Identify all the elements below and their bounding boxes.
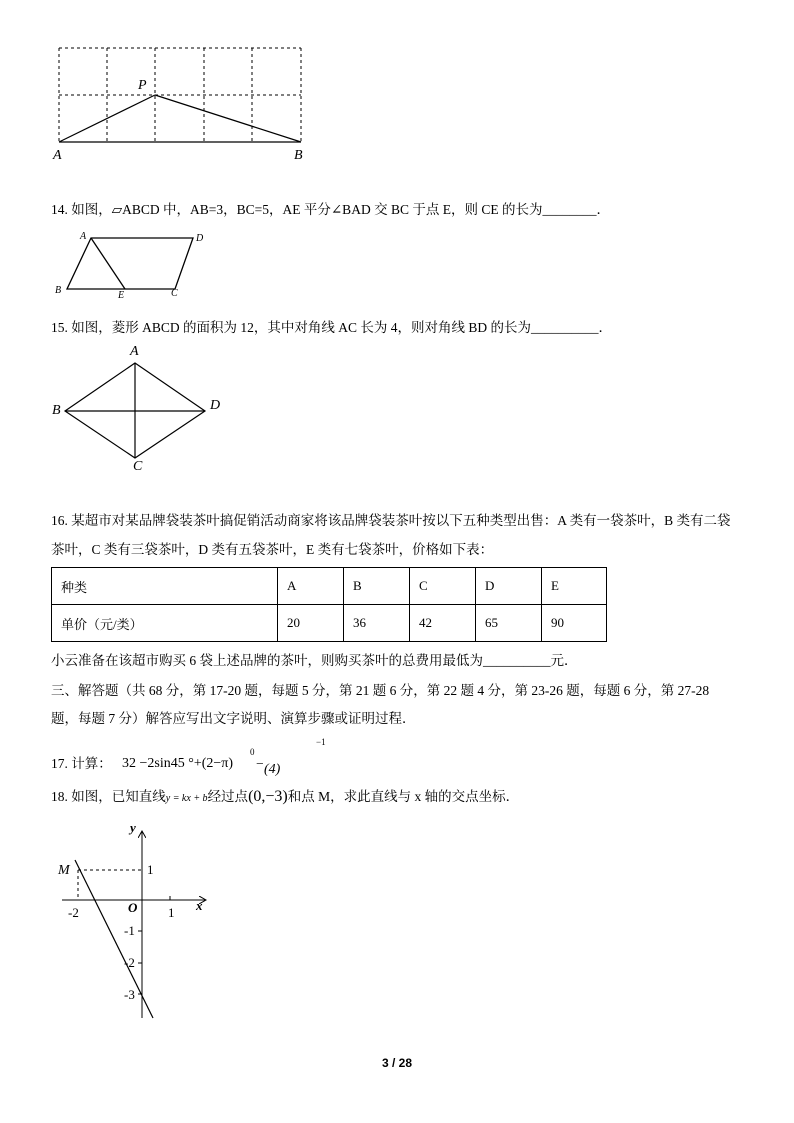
table-cell: 20 (278, 605, 344, 642)
q14-point-e-label: E (118, 290, 125, 301)
question-17-expr: 32 −2sin45 °+(2−π) (122, 756, 234, 771)
table-cell: C (410, 568, 476, 605)
question-18-text-b: 经过点 (207, 789, 249, 804)
table-cell: 种类 (52, 568, 278, 605)
question-18-line (51, 788, 519, 808)
y-axis-label: y (130, 820, 136, 835)
table-cell: 65 (476, 605, 542, 642)
table-cell: 42 (410, 605, 476, 642)
question-18-equation: y = kx + b (165, 793, 208, 804)
question-18-text-c: 和点 M，求此直线与 x 轴的交点坐标． (287, 789, 520, 804)
point-p-label: P (138, 78, 147, 93)
q15-point-b-label: B (52, 403, 61, 418)
rhombus-figure (0, 350, 794, 470)
coordinate-figure (0, 820, 794, 1040)
q14-point-d-label: D (196, 233, 204, 244)
table-cell: 90 (542, 605, 607, 642)
question-18-text-a: 18. 如图，已知直线 (51, 789, 166, 804)
question-16-line2: 茶叶，C 类有三袋茶叶，D 类有五袋茶叶，E 类有七袋茶叶，价格如下表： (51, 542, 494, 557)
page-number: 3 / 28 (381, 1056, 413, 1070)
table-header-row (52, 568, 607, 605)
q14-point-a-label: A (80, 231, 87, 242)
question-16-line1: 16. 某超市对某品牌袋装茶叶搞促销活动商家将该品牌袋装茶叶按以下五种类型出售：A 类有一袋茶叶，B 类有二袋 (51, 513, 731, 528)
section-3-line1: 三、解答题（共 68 分，第 17-20 题，每题 5 分，第 21 题 6 分，第 22 题 4 分，第 23-26 题，每题 6 分，第 27-28 (51, 683, 710, 698)
tick-label-y1: 1 (147, 862, 154, 877)
question-16-after: 小云准备在该超市购买 6 袋上述品牌的茶叶，则购买茶叶的总费用最低为__________元． (51, 653, 578, 668)
question-17-exp0: 0 (250, 747, 255, 757)
x-axis-label: x (196, 898, 203, 913)
section-3-line2: 题，每题 7 分）解答应写出文字说明、演算步骤或证明过程． (51, 711, 416, 726)
origin-label: O (128, 900, 138, 915)
tick-label-x1: 1 (168, 905, 175, 920)
point-m-label: M (58, 863, 70, 878)
price-table (51, 567, 607, 642)
question-14-text: 14. 如图，▱ABCD 中，AB=3，BC=5，AE 平分∠BAD 交 BC 于点 E，则 CE 的长为________． (51, 202, 610, 217)
grid-figure (0, 0, 794, 180)
question-17-frac-den-value: 4 (268, 762, 276, 777)
tick-label-ym2: -2 (124, 955, 135, 970)
table-cell: E (542, 568, 607, 605)
q15-point-c-label: C (133, 459, 143, 474)
table-cell: 单价（元/类） (52, 605, 278, 642)
table-row (52, 605, 607, 642)
point-b-label: B (294, 148, 303, 163)
table-cell: B (344, 568, 410, 605)
question-17-exp-neg1: −1 (316, 737, 326, 747)
question-17-frac-den: (4) (264, 762, 281, 777)
tick-label-ym3: -3 (124, 987, 135, 1002)
q14-point-c-label: C (171, 288, 178, 299)
question-18-point: (0,−3) (248, 788, 288, 805)
question-17-minus: − (256, 756, 264, 771)
q14-point-b-label: B (55, 285, 62, 296)
tick-label-xm2: -2 (68, 905, 79, 920)
question-17-label: 17. 计算： (51, 756, 112, 771)
q15-point-d-label: D (210, 398, 221, 413)
point-a-label: A (53, 148, 62, 163)
table-cell: A (278, 568, 344, 605)
tick-label-ym1: -1 (124, 923, 135, 938)
q15-point-a-label: A (130, 344, 139, 359)
table-cell: D (476, 568, 542, 605)
question-15-text: 15. 如图，菱形 ABCD 的面积为 12，其中对角线 AC 长为 4，则对角线 BD 的长为__________． (51, 320, 613, 335)
table-cell: 36 (344, 605, 410, 642)
